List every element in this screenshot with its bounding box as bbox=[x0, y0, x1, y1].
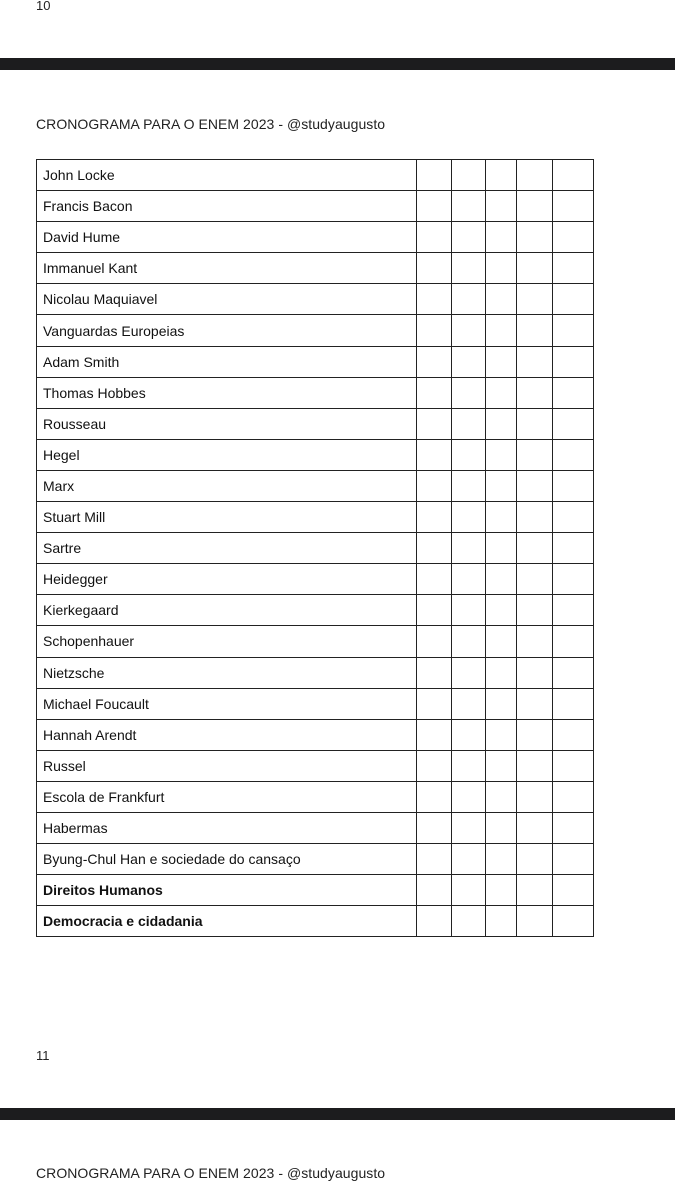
check-cell[interactable] bbox=[452, 408, 486, 439]
check-cell[interactable] bbox=[517, 377, 553, 408]
check-cell[interactable] bbox=[452, 812, 486, 843]
check-cell[interactable] bbox=[452, 377, 486, 408]
table-row bbox=[37, 906, 594, 937]
table-row bbox=[37, 626, 594, 657]
check-cell[interactable] bbox=[452, 906, 486, 937]
check-cell[interactable] bbox=[452, 564, 486, 595]
check-cell[interactable] bbox=[517, 533, 553, 564]
check-cell[interactable] bbox=[452, 284, 486, 315]
topic-cell: Rousseau bbox=[37, 408, 417, 439]
topic-cell: Francis Bacon bbox=[37, 191, 417, 222]
check-cell[interactable] bbox=[486, 595, 517, 626]
topic-cell: Nicolau Maquiavel bbox=[37, 284, 417, 315]
table-row bbox=[37, 844, 594, 875]
topic-cell: Immanuel Kant bbox=[37, 253, 417, 284]
topic-cell: Hannah Arendt bbox=[37, 719, 417, 750]
check-cell[interactable] bbox=[517, 875, 553, 906]
topic-cell: Kierkegaard bbox=[37, 595, 417, 626]
check-cell[interactable] bbox=[517, 439, 553, 470]
check-cell[interactable] bbox=[452, 502, 486, 533]
check-cell[interactable] bbox=[553, 812, 594, 843]
check-cell[interactable] bbox=[417, 657, 452, 688]
check-cell[interactable] bbox=[486, 222, 517, 253]
check-cell[interactable] bbox=[417, 564, 452, 595]
table-row bbox=[37, 502, 594, 533]
check-cell[interactable] bbox=[486, 844, 517, 875]
check-cell[interactable] bbox=[553, 595, 594, 626]
check-cell[interactable] bbox=[517, 346, 553, 377]
table-row bbox=[37, 688, 594, 719]
topic-cell: Hegel bbox=[37, 439, 417, 470]
topic-cell: Thomas Hobbes bbox=[37, 377, 417, 408]
check-cell[interactable] bbox=[486, 439, 517, 470]
check-cell[interactable] bbox=[417, 470, 452, 501]
check-cell[interactable] bbox=[417, 315, 452, 346]
check-cell[interactable] bbox=[553, 253, 594, 284]
check-cell[interactable] bbox=[486, 408, 517, 439]
check-cell[interactable] bbox=[517, 781, 553, 812]
check-cell[interactable] bbox=[486, 346, 517, 377]
check-cell[interactable] bbox=[417, 533, 452, 564]
topic-cell: Michael Foucault bbox=[37, 688, 417, 719]
check-cell[interactable] bbox=[486, 688, 517, 719]
check-cell[interactable] bbox=[553, 284, 594, 315]
page-divider-top bbox=[0, 58, 675, 70]
check-cell[interactable] bbox=[452, 470, 486, 501]
check-cell[interactable] bbox=[417, 160, 452, 191]
table-row bbox=[37, 253, 594, 284]
table-row bbox=[37, 781, 594, 812]
check-cell[interactable] bbox=[486, 377, 517, 408]
schedule-table-body bbox=[37, 160, 594, 937]
topic-cell: Nietzsche bbox=[37, 657, 417, 688]
table-row bbox=[37, 160, 594, 191]
check-cell[interactable] bbox=[486, 626, 517, 657]
check-cell[interactable] bbox=[486, 812, 517, 843]
check-cell[interactable] bbox=[452, 781, 486, 812]
check-cell[interactable] bbox=[452, 750, 486, 781]
check-cell[interactable] bbox=[517, 812, 553, 843]
topic-cell: Russel bbox=[37, 750, 417, 781]
table-row bbox=[37, 564, 594, 595]
check-cell[interactable] bbox=[417, 502, 452, 533]
check-cell[interactable] bbox=[417, 595, 452, 626]
topic-cell: Schopenhauer bbox=[37, 626, 417, 657]
check-cell[interactable] bbox=[553, 346, 594, 377]
table-row bbox=[37, 719, 594, 750]
check-cell[interactable] bbox=[417, 875, 452, 906]
check-cell[interactable] bbox=[553, 408, 594, 439]
check-cell[interactable] bbox=[486, 470, 517, 501]
check-cell[interactable] bbox=[517, 906, 553, 937]
check-cell[interactable] bbox=[486, 191, 517, 222]
check-cell[interactable] bbox=[553, 626, 594, 657]
check-cell[interactable] bbox=[517, 844, 553, 875]
check-cell[interactable] bbox=[486, 657, 517, 688]
check-cell[interactable] bbox=[486, 906, 517, 937]
check-cell[interactable] bbox=[452, 253, 486, 284]
check-cell[interactable] bbox=[452, 688, 486, 719]
topic-cell: John Locke bbox=[37, 160, 417, 191]
check-cell[interactable] bbox=[553, 439, 594, 470]
check-cell[interactable] bbox=[486, 502, 517, 533]
check-cell[interactable] bbox=[417, 222, 452, 253]
check-cell[interactable] bbox=[452, 875, 486, 906]
check-cell[interactable] bbox=[553, 470, 594, 501]
check-cell[interactable] bbox=[486, 719, 517, 750]
check-cell[interactable] bbox=[486, 284, 517, 315]
check-cell[interactable] bbox=[517, 253, 553, 284]
check-cell[interactable] bbox=[417, 191, 452, 222]
table-row bbox=[37, 191, 594, 222]
page-number-top: 10 bbox=[36, 0, 51, 13]
topic-cell: Escola de Frankfurt bbox=[37, 781, 417, 812]
topic-cell: Democracia e cidadania bbox=[37, 906, 417, 937]
check-cell[interactable] bbox=[553, 222, 594, 253]
check-cell[interactable] bbox=[517, 502, 553, 533]
check-cell[interactable] bbox=[417, 626, 452, 657]
table-row bbox=[37, 875, 594, 906]
check-cell[interactable] bbox=[517, 315, 553, 346]
check-cell[interactable] bbox=[553, 719, 594, 750]
check-cell[interactable] bbox=[553, 844, 594, 875]
check-cell[interactable] bbox=[517, 191, 553, 222]
check-cell[interactable] bbox=[486, 160, 517, 191]
check-cell[interactable] bbox=[517, 657, 553, 688]
topic-cell: Stuart Mill bbox=[37, 502, 417, 533]
check-cell[interactable] bbox=[553, 657, 594, 688]
check-cell[interactable] bbox=[517, 470, 553, 501]
check-cell[interactable] bbox=[553, 315, 594, 346]
check-cell[interactable] bbox=[452, 346, 486, 377]
check-cell[interactable] bbox=[417, 906, 452, 937]
check-cell[interactable] bbox=[452, 657, 486, 688]
topic-cell: Vanguardas Europeias bbox=[37, 315, 417, 346]
table-row bbox=[37, 657, 594, 688]
check-cell[interactable] bbox=[517, 222, 553, 253]
topic-cell: Sartre bbox=[37, 533, 417, 564]
check-cell[interactable] bbox=[417, 844, 452, 875]
check-cell[interactable] bbox=[517, 564, 553, 595]
document-title-top: CRONOGRAMA PARA O ENEM 2023 - @studyaugusto bbox=[36, 116, 386, 132]
topic-cell: Habermas bbox=[37, 812, 417, 843]
page-number-bottom: 11 bbox=[36, 1048, 50, 1063]
check-cell[interactable] bbox=[517, 626, 553, 657]
check-cell[interactable] bbox=[553, 502, 594, 533]
check-cell[interactable] bbox=[553, 906, 594, 937]
check-cell[interactable] bbox=[553, 781, 594, 812]
check-cell[interactable] bbox=[417, 719, 452, 750]
check-cell[interactable] bbox=[417, 781, 452, 812]
table-row bbox=[37, 284, 594, 315]
check-cell[interactable] bbox=[553, 688, 594, 719]
check-cell[interactable] bbox=[517, 688, 553, 719]
table-row bbox=[37, 222, 594, 253]
check-cell[interactable] bbox=[517, 284, 553, 315]
topic-cell: Direitos Humanos bbox=[37, 875, 417, 906]
check-cell[interactable] bbox=[553, 191, 594, 222]
check-cell[interactable] bbox=[417, 408, 452, 439]
table-row bbox=[37, 315, 594, 346]
check-cell[interactable] bbox=[452, 315, 486, 346]
check-cell[interactable] bbox=[517, 160, 553, 191]
table-row bbox=[37, 346, 594, 377]
check-cell[interactable] bbox=[486, 253, 517, 284]
topic-cell: Byung-Chul Han e sociedade do cansaço bbox=[37, 844, 417, 875]
check-cell[interactable] bbox=[486, 781, 517, 812]
check-cell[interactable] bbox=[517, 595, 553, 626]
table-row bbox=[37, 750, 594, 781]
check-cell[interactable] bbox=[553, 160, 594, 191]
check-cell[interactable] bbox=[517, 750, 553, 781]
table-row bbox=[37, 812, 594, 843]
check-cell[interactable] bbox=[417, 253, 452, 284]
page-divider-bottom bbox=[0, 1108, 675, 1120]
schedule-table bbox=[36, 159, 594, 937]
table-row bbox=[37, 408, 594, 439]
check-cell[interactable] bbox=[452, 595, 486, 626]
check-cell[interactable] bbox=[486, 315, 517, 346]
check-cell[interactable] bbox=[452, 626, 486, 657]
table-row bbox=[37, 595, 594, 626]
topic-cell: Marx bbox=[37, 470, 417, 501]
check-cell[interactable] bbox=[486, 533, 517, 564]
check-cell[interactable] bbox=[417, 812, 452, 843]
check-cell[interactable] bbox=[553, 750, 594, 781]
check-cell[interactable] bbox=[553, 533, 594, 564]
document-title-bottom: CRONOGRAMA PARA O ENEM 2023 - @studyaugusto bbox=[36, 1165, 386, 1181]
check-cell[interactable] bbox=[486, 750, 517, 781]
check-cell[interactable] bbox=[452, 160, 486, 191]
check-cell[interactable] bbox=[417, 377, 452, 408]
check-cell[interactable] bbox=[553, 564, 594, 595]
check-cell[interactable] bbox=[452, 533, 486, 564]
check-cell[interactable] bbox=[417, 346, 452, 377]
topic-cell: David Hume bbox=[37, 222, 417, 253]
table-row bbox=[37, 439, 594, 470]
table-row bbox=[37, 470, 594, 501]
table-row bbox=[37, 377, 594, 408]
check-cell[interactable] bbox=[486, 875, 517, 906]
check-cell[interactable] bbox=[417, 688, 452, 719]
check-cell[interactable] bbox=[452, 439, 486, 470]
check-cell[interactable] bbox=[553, 875, 594, 906]
check-cell[interactable] bbox=[452, 844, 486, 875]
topic-cell: Heidegger bbox=[37, 564, 417, 595]
topic-cell: Adam Smith bbox=[37, 346, 417, 377]
check-cell[interactable] bbox=[417, 284, 452, 315]
check-cell[interactable] bbox=[452, 191, 486, 222]
check-cell[interactable] bbox=[452, 222, 486, 253]
check-cell[interactable] bbox=[486, 564, 517, 595]
check-cell[interactable] bbox=[452, 719, 486, 750]
check-cell[interactable] bbox=[517, 719, 553, 750]
table-row bbox=[37, 533, 594, 564]
check-cell[interactable] bbox=[517, 408, 553, 439]
check-cell[interactable] bbox=[417, 439, 452, 470]
check-cell[interactable] bbox=[553, 377, 594, 408]
check-cell[interactable] bbox=[417, 750, 452, 781]
